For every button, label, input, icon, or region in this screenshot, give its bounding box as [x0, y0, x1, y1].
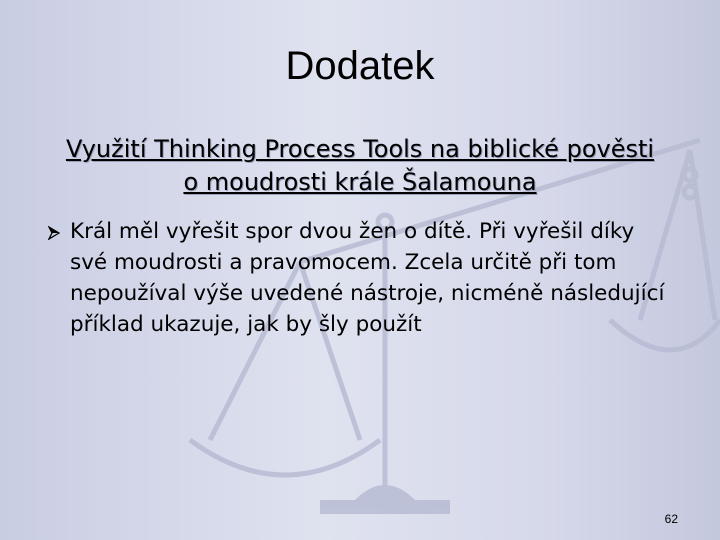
- slide-subtitle: Využití Thinking Process Tools na biblické pověsti o moudrosti krále Šalamouna: [65, 135, 655, 196]
- bullet-text: Král měl vyřešit spor dvou žen o dítě. Při vyřešil díky své moudrosti a pravomocem. Zcela určitě při tom nepoužíval výše uvedené nástroje, nicméně následující příklad ukazuje, jak by šly použít: [70, 219, 665, 337]
- page-number: 62: [664, 512, 678, 526]
- slide-title: Dodatek: [285, 44, 435, 88]
- list-item: [48, 216, 668, 340]
- arrowhead-bullet-icon: [48, 225, 70, 244]
- bullet-list: [48, 216, 668, 340]
